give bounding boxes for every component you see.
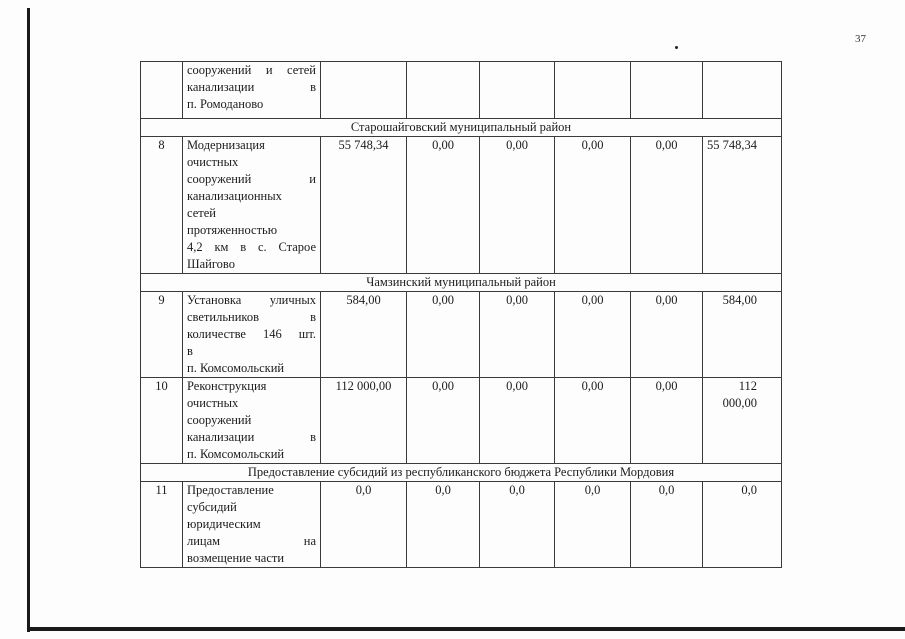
description-line: количестве 146 шт. <box>187 327 316 341</box>
description-line: очистных <box>187 155 239 169</box>
description-line: возмещение части <box>187 551 285 565</box>
value-cell: 0,00 <box>407 137 480 274</box>
row-description <box>183 62 321 119</box>
value-cell: 112 000,00 <box>321 378 407 464</box>
description-line: сетей <box>187 206 216 220</box>
value-cell: 0,0 <box>555 482 631 568</box>
description-line: Шайгово <box>187 257 235 271</box>
table-row <box>141 378 782 464</box>
value-cell: 0,00 <box>407 378 480 464</box>
description-line: сооружений и <box>187 172 316 186</box>
description-line: сооружений <box>187 413 252 427</box>
description-line: Реконструкция <box>187 379 267 393</box>
description-line: канализации в <box>187 430 316 444</box>
value-cell: 0,0 <box>321 482 407 568</box>
value-cell: 584,00 <box>321 292 407 378</box>
value-cell: 0,00 <box>555 137 631 274</box>
table-row <box>141 292 782 378</box>
description-line: канализации в <box>187 80 316 94</box>
description-line: в <box>187 344 193 358</box>
description-line: канализационных <box>187 189 282 203</box>
value-cell <box>480 62 555 119</box>
row-number: 9 <box>141 292 183 378</box>
row-description <box>183 378 321 464</box>
row-description <box>183 482 321 568</box>
description-line: п. Комсомольский <box>187 447 285 461</box>
value-cell: 0,00 <box>631 378 703 464</box>
description-line: очистных <box>187 396 239 410</box>
value-cell: 0,0 <box>631 482 703 568</box>
value-cell <box>631 62 703 119</box>
value-cell: 0,00 <box>631 137 703 274</box>
page-number: 37 <box>855 33 866 45</box>
table-body <box>141 62 782 568</box>
value-cell: 0,00 <box>480 137 555 274</box>
row-number: 8 <box>141 137 183 274</box>
value-cell <box>555 62 631 119</box>
value-cell: 0,00 <box>631 292 703 378</box>
section-header-row <box>141 464 782 482</box>
row-description <box>183 292 321 378</box>
description-line: Модернизация <box>187 138 265 152</box>
value-cell <box>407 62 480 119</box>
table-row <box>141 482 782 568</box>
value-cell: 55 748,34 <box>321 137 407 274</box>
scan-dot-mark <box>675 46 678 49</box>
row-description <box>183 137 321 274</box>
table-row <box>141 62 782 119</box>
description-line: Предоставление <box>187 483 274 497</box>
budget-table <box>140 61 782 568</box>
description-line: п. Комсомольский <box>187 361 285 375</box>
description-line: светильников в <box>187 310 316 324</box>
value-cell: 0,0 <box>480 482 555 568</box>
table-row <box>141 137 782 274</box>
section-header-row <box>141 119 782 137</box>
value-cell <box>703 62 782 119</box>
value-cell: 0,0 <box>703 482 782 568</box>
row-number: 10 <box>141 378 183 464</box>
section-title: Чамзинский муниципальный район <box>141 274 782 292</box>
scan-border-left <box>27 8 30 632</box>
description-line: п. Ромоданово <box>187 97 264 111</box>
description-line: юридическим <box>187 517 261 531</box>
value-cell <box>321 62 407 119</box>
description-line: протяженностью <box>187 223 278 237</box>
section-title: Старошайговский муниципальный район <box>141 119 782 137</box>
row-number: 11 <box>141 482 183 568</box>
value-cell: 0,00 <box>480 292 555 378</box>
value-cell: 0,00 <box>555 378 631 464</box>
section-header-row <box>141 274 782 292</box>
value-cell: 55 748,34 <box>703 137 782 274</box>
value-cell: 0,00 <box>407 292 480 378</box>
scan-border-bottom <box>27 627 905 631</box>
description-line: лицам на <box>187 534 316 548</box>
description-line: субсидий <box>187 500 237 514</box>
row-number <box>141 62 183 119</box>
description-line: Установка уличных <box>187 293 316 307</box>
value-cell: 0,00 <box>480 378 555 464</box>
value-cell: 112 000,00 <box>703 378 782 464</box>
section-title: Предоставление субсидий из республиканского бюджета Республики Мордовия <box>141 464 782 482</box>
description-line: 4,2 км в с. Старое <box>187 240 316 254</box>
value-cell: 0,00 <box>555 292 631 378</box>
value-cell: 0,0 <box>407 482 480 568</box>
description-line: сооружений и сетей <box>187 63 316 77</box>
value-cell: 584,00 <box>703 292 782 378</box>
